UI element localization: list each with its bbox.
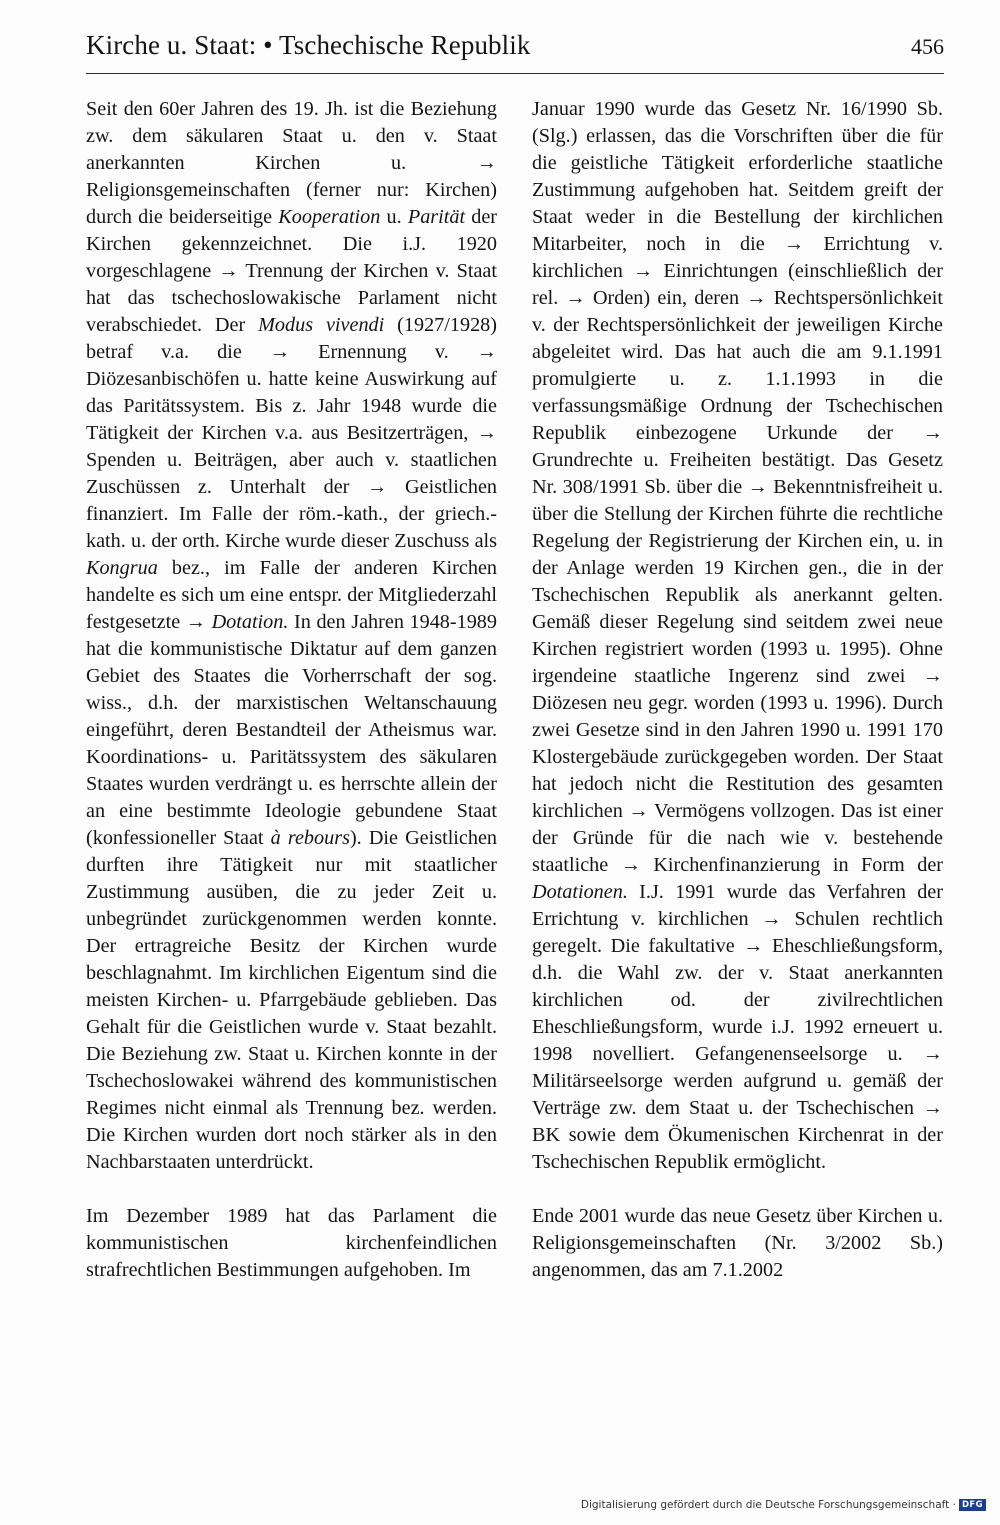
- italic-term: Parität: [407, 206, 466, 228]
- italic-term: Dotationen.: [532, 881, 628, 903]
- left-column: [86, 96, 497, 1284]
- paragraph: [86, 96, 497, 1176]
- dfg-logo: DFG: [959, 1499, 986, 1511]
- text-run: In den Jahren 1948-1989 hat die kommunistische Diktatur auf dem ganzen Gebiet des Staates die Vorherrschaft der sog. wiss., d.h. der marxistischen Weltanschauung eingeführt, deren Bestandteil der Atheismus war. Koordinations- u. Paritätssystem des säkularen Staates wurden verdrängt u. es herrschte allein der an eine bestimmte Ideologie gebundene Staat (konfessioneller Staat: [86, 611, 497, 849]
- italic-term: Dotation.: [211, 611, 289, 633]
- text-run: u.: [380, 206, 408, 228]
- text-run: Im Dezember 1989 hat das Parlament die kommunistischen kirchenfeindlichen strafrechtlichen Bestimmungen aufgehoben. Im: [86, 1205, 497, 1281]
- text-run: I.J. 1991 wurde das Verfahren der Errichtung v. kirchlichen → Schulen rechtlich geregelt. Die fakultative → Eheschließungsform, d.h. die Wahl zw. der v. Staat anerkannten kirchlichen od. der zivilrechtlichen Eheschließungsform, wurde i.J. 1992 erneuert u. 1998 novelliert. Gefangenenseelsorge u. → Militärseelsorge werden aufgrund u. gemäß der Verträge zw. dem Staat u. der Tschechischen → BK sowie dem Ökumenischen Kirchenrat in der Tschechischen Republik ermöglicht.: [532, 881, 943, 1173]
- italic-term: à rebours: [270, 827, 350, 849]
- paragraph: [86, 1203, 497, 1284]
- running-header-title: Kirche u. Staat: • Tschechische Republik: [86, 30, 531, 60]
- paragraph: [532, 96, 943, 1176]
- italic-term: Kooperation: [278, 206, 381, 228]
- text-run: ). Die Geistlichen durften ihre Tätigkeit nur mit staatlicher Zustimmung ausüben, die zu jeder Zeit u. unbegründet zurückgenommen werden konnte. Der ertragreiche Besitz der Kirchen wurde beschlagnahmt. Im kirchlichen Eigentum sind die meisten Kirchen- u. Pfarrgebäude geblieben. Das Gehalt für die Geistlichen wurde v. Staat bezahlt. Die Beziehung zw. Staat u. Kirchen konnte in der Tschechoslowakei während des kommunistischen Regimes nicht einmal als Trennung bez. werden. Die Kirchen wurden dort noch stärker als in den Nachbarstaaten unterdrückt.: [86, 827, 498, 1173]
- text-run: der Kirchen gekennzeichnet. Die i.J. 1920 vorgeschlagene → Trennung der Kirchen v. Staat hat das tschechoslowakische Parlament nicht verabschiedet. Der: [86, 206, 498, 336]
- paragraph: [532, 1203, 943, 1284]
- text-run: Januar 1990 wurde das Gesetz Nr. 16/1990 Sb. (Slg.) erlassen, das die Vorschriften über die für die geistliche Tätigkeit erforderliche staatliche Zustimmung aufgehoben hat. Seitdem greift der Staat weder in die Bestellung der kirchlichen Mitarbeiter, noch in die → Errichtung v. kirchlichen → Einrichtungen (einschließlich der rel. → Orden) ein, deren → Rechtspersönlichkeit v. der Rechtspersönlichkeit der jeweiligen Kirche abgeleitet wird. Das hat auch die am 9.1.1991 promulgierte u. z. 1.1.1993 in die verfassungsmäßige Ordnung der Tschechischen Republik einbezogene Urkunde der → Grundrechte u. Freiheiten bestätigt. Das Gesetz Nr. 308/1991 Sb. über die → Bekenntnisfreiheit u. über die Stellung der Kirchen führte die rechtliche Regelung der Registrierung der Kirchen ein, u. in der Anlage werden 19 Kirchen gen., die in der Tschechischen Republik als anerkannt gelten. Gemäß dieser Regelung sind seitdem zwei neue Kirchen registriert worden (1993 u. 1995). Ohne irgendeine staatliche Ingerenz sind zwei → Diözesen neu gegr. worden (1993 u. 1996). Durch zwei Gesetze sind in den Jahren 1990 u. 1991 170 Klostergebäude zurückgegeben worden. Der Staat hat jedoch nicht die Restitution des gesamten kirchlichen → Vermögens vollzogen. Das ist einer der Gründe für die nach wie v. bestehende staatliche → Kirchenfinanzierung in Form der: [532, 98, 943, 876]
- footer-credit: Digitalisierung gefördert durch die Deutsche Forschungsgemeinschaft ·: [580, 1499, 956, 1511]
- text-run: bez., im Falle der anderen Kirchen handelte es sich um eine entspr. der Mitgliederzahl festgesetzte →: [86, 557, 497, 633]
- text-run: Seit den 60er Jahren des 19. Jh. ist die Beziehung zw. dem säkularen Staat u. den v. Staat anerkannten Kirchen u. → Religionsgemeinschaften (ferner nur: Kirchen) durch die beiderseitige: [86, 98, 497, 228]
- page-number: 456: [911, 34, 944, 59]
- digitization-footer: [581, 1499, 986, 1511]
- italic-term: Kongrua: [86, 557, 158, 579]
- header-rule: [86, 73, 944, 74]
- right-column: [532, 96, 943, 1284]
- text-run: (1927/1928) betraf v.a. die → Ernennung v. → Diözesanbischöfen u. hatte keine Auswirkung auf das Paritätssystem. Bis z. Jahr 1948 wurde die Tätigkeit der Kirchen v.a. aus Besitzerträgen, → Spenden u. Beiträgen, aber auch v. staatlichen Zuschüssen z. Unterhalt der → Geistlichen finanziert. Im Falle der röm.-kath., der griech.-kath. u. der orth. Kirche wurde dieser Zuschuss als: [86, 314, 497, 552]
- italic-term: Modus vivendi: [258, 314, 385, 336]
- text-run: Ende 2001 wurde das neue Gesetz über Kirchen u. Religionsgemeinschaften (Nr. 3/2002 Sb.) angenommen, das am 7.1.2002: [532, 1205, 943, 1281]
